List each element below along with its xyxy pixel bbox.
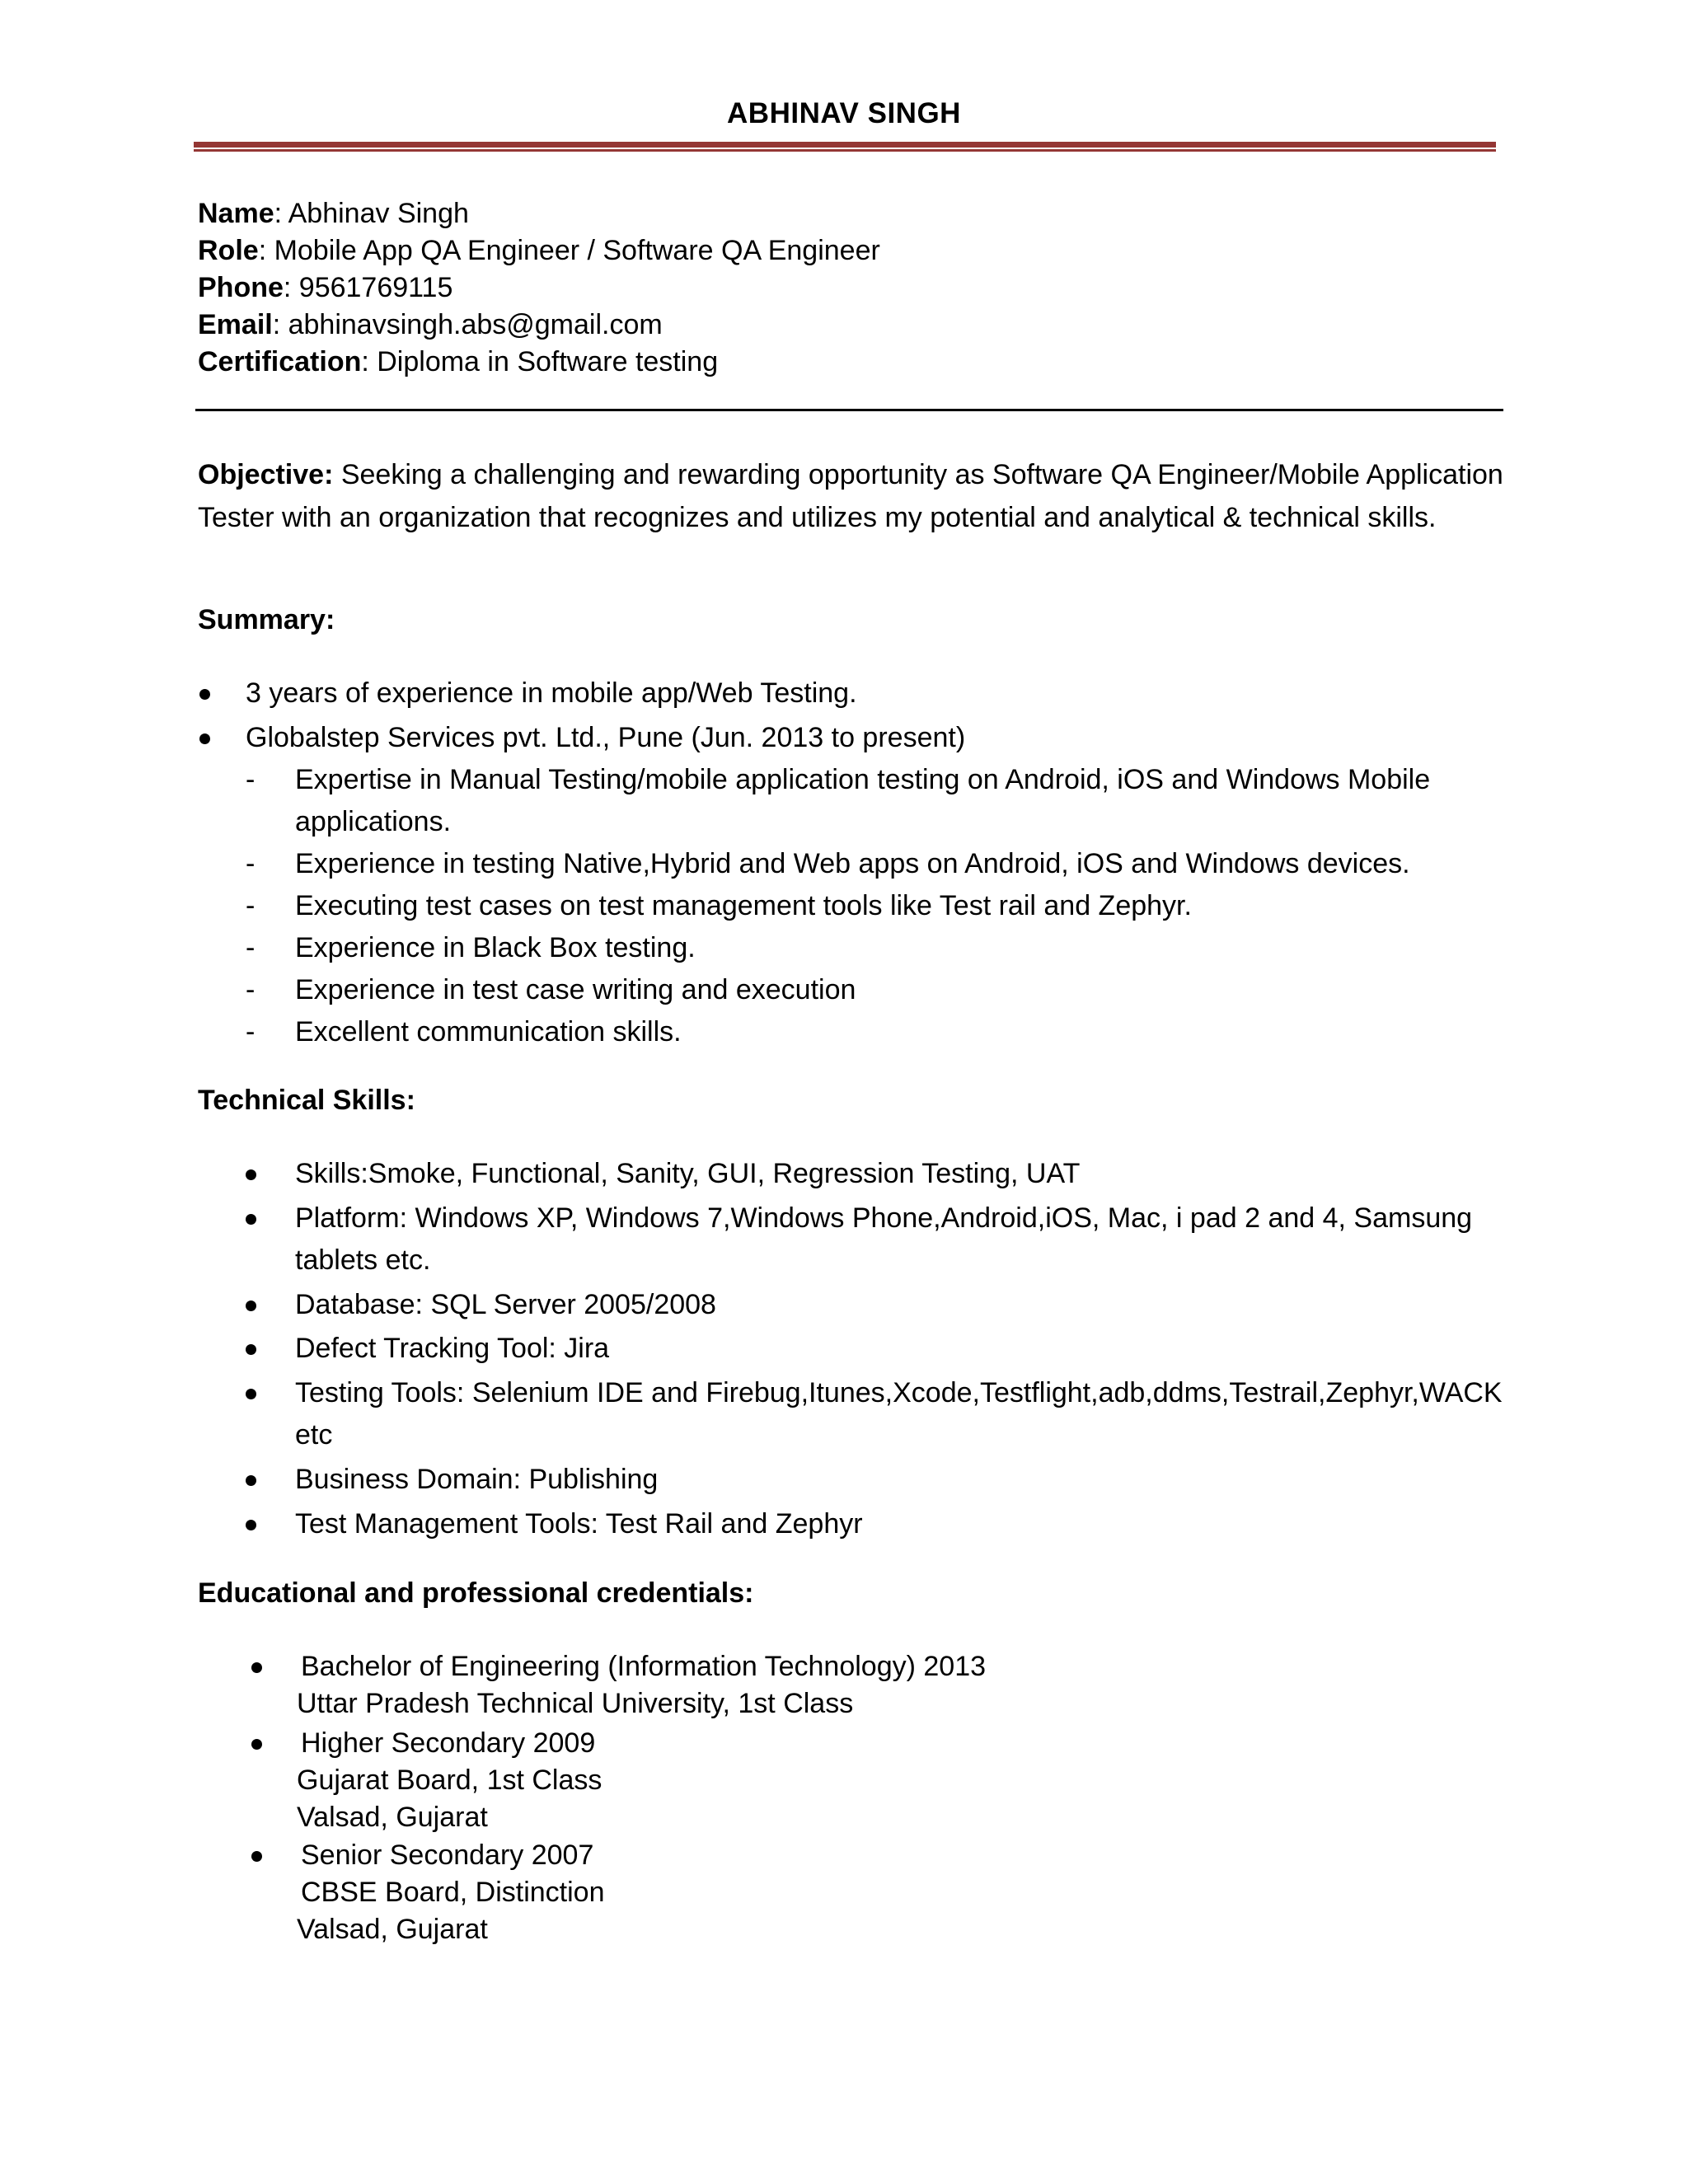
education-entry-line: Gujarat Board, 1st Class — [297, 1765, 603, 1796]
contact-email-label: Email — [198, 309, 273, 340]
dash-icon: - — [246, 1016, 256, 1047]
bullet-icon — [246, 1169, 256, 1180]
contact-block — [198, 195, 880, 381]
dash-icon: - — [246, 890, 256, 921]
education-title-text: Senior Secondary 2007 — [301, 1840, 594, 1871]
dash-icon: - — [246, 848, 256, 879]
title-underline-thin — [194, 149, 1496, 152]
contact-cert-row — [198, 344, 880, 381]
page-title: ABHINAV SINGH — [727, 97, 961, 129]
education-entry-line: Uttar Pradesh Technical University, 1st Class — [297, 1688, 854, 1719]
bullet-icon — [199, 689, 210, 700]
summary-item-text: 3 years of experience in mobile app/Web Testing. — [246, 677, 857, 709]
bullet-icon — [251, 1739, 262, 1750]
bullet-icon — [246, 1520, 256, 1530]
summary-sub-text: Executing test cases on test management tools like Test rail and Zephyr. — [295, 890, 1192, 921]
skill-item-cont: etc — [295, 1419, 333, 1451]
contact-name-row — [198, 195, 880, 232]
objective-label: Objective: — [198, 459, 334, 490]
bullet-icon — [246, 1344, 256, 1355]
skill-text: Database: SQL Server 2005/2008 — [295, 1289, 716, 1320]
contact-email-value: : abhinavsingh.abs@gmail.com — [272, 309, 663, 340]
contact-phone-row — [198, 269, 880, 307]
contact-email-row — [198, 307, 880, 344]
summary-heading: Summary: — [198, 604, 335, 635]
contact-name-value: : Abhinav Singh — [274, 198, 469, 229]
skill-item-cont: tablets etc. — [295, 1244, 431, 1276]
skill-text: Testing Tools: Selenium IDE and Firebug,Itunes,Xcode,Testflight,adb,ddms,Testrail,Zephyr,WACK — [295, 1377, 1503, 1408]
bullet-icon — [246, 1214, 256, 1225]
education-title-text: Bachelor of Engineering (Information Technology) 2013 — [301, 1651, 987, 1682]
skill-text: Defect Tracking Tool: Jira — [295, 1333, 610, 1364]
objective-text: Seeking a challenging and rewarding opportunity as Software QA Engineer/Mobile Application Tester with an organization that recognizes and utilizes my potential and analytical & technical skills. — [198, 459, 1503, 533]
summary-sub-text: Experience in test case writing and execution — [295, 974, 856, 1005]
summary-sub-text: Experience in Black Box testing. — [295, 932, 696, 963]
skill-text: Platform: Windows XP, Windows 7,Windows Phone,Android,iOS, Mac, i pad 2 and 4, Samsung — [295, 1202, 1473, 1234]
bullet-icon — [199, 733, 210, 744]
contact-cert-value: : Diploma in Software testing — [361, 346, 719, 377]
bullet-icon — [251, 1851, 262, 1862]
skill-text: Business Domain: Publishing — [295, 1464, 659, 1495]
skill-text: Test Management Tools: Test Rail and Zephyr — [295, 1508, 863, 1540]
objective-paragraph — [198, 453, 1517, 539]
contact-role-row — [198, 232, 880, 269]
title-underline — [194, 142, 1496, 152]
bullet-icon — [246, 1301, 256, 1311]
bullet-icon — [246, 1475, 256, 1486]
education-entry-line: Valsad, Gujarat — [297, 1914, 488, 1945]
education-title-text: Higher Secondary 2009 — [301, 1727, 596, 1759]
bullet-icon — [251, 1662, 262, 1673]
summary-sub-item-cont: applications. — [295, 806, 452, 837]
dash-icon: - — [246, 932, 256, 963]
summary-sub-text: Excellent communication skills. — [295, 1016, 682, 1047]
skill-text: Skills:Smoke, Functional, Sanity, GUI, Regression Testing, UAT — [295, 1158, 1081, 1189]
section-divider — [195, 409, 1503, 411]
education-entry-line: CBSE Board, Distinction — [301, 1877, 605, 1908]
education-entry-line: Valsad, Gujarat — [297, 1802, 488, 1833]
dash-icon: - — [246, 974, 256, 1005]
contact-cert-label: Certification — [198, 346, 362, 377]
title-underline-thick — [194, 142, 1496, 148]
contact-role-label: Role — [198, 235, 259, 266]
contact-phone-value: : 9561769115 — [283, 272, 453, 303]
contact-name-label: Name — [198, 198, 274, 229]
technical-skills-heading: Technical Skills: — [198, 1085, 415, 1116]
contact-role-value: : Mobile App QA Engineer / Software QA Engineer — [258, 235, 880, 266]
bullet-icon — [246, 1389, 256, 1399]
education-heading: Educational and professional credentials: — [198, 1577, 754, 1609]
summary-sub-text: Expertise in Manual Testing/mobile application testing on Android, iOS and Windows Mobile — [295, 764, 1431, 795]
contact-phone-label: Phone — [198, 272, 284, 303]
summary-item-text: Globalstep Services pvt. Ltd., Pune (Jun. 2013 to present) — [246, 722, 966, 753]
dash-icon: - — [246, 764, 256, 795]
summary-sub-text: Experience in testing Native,Hybrid and Web apps on Android, iOS and Windows devices. — [295, 848, 1410, 879]
